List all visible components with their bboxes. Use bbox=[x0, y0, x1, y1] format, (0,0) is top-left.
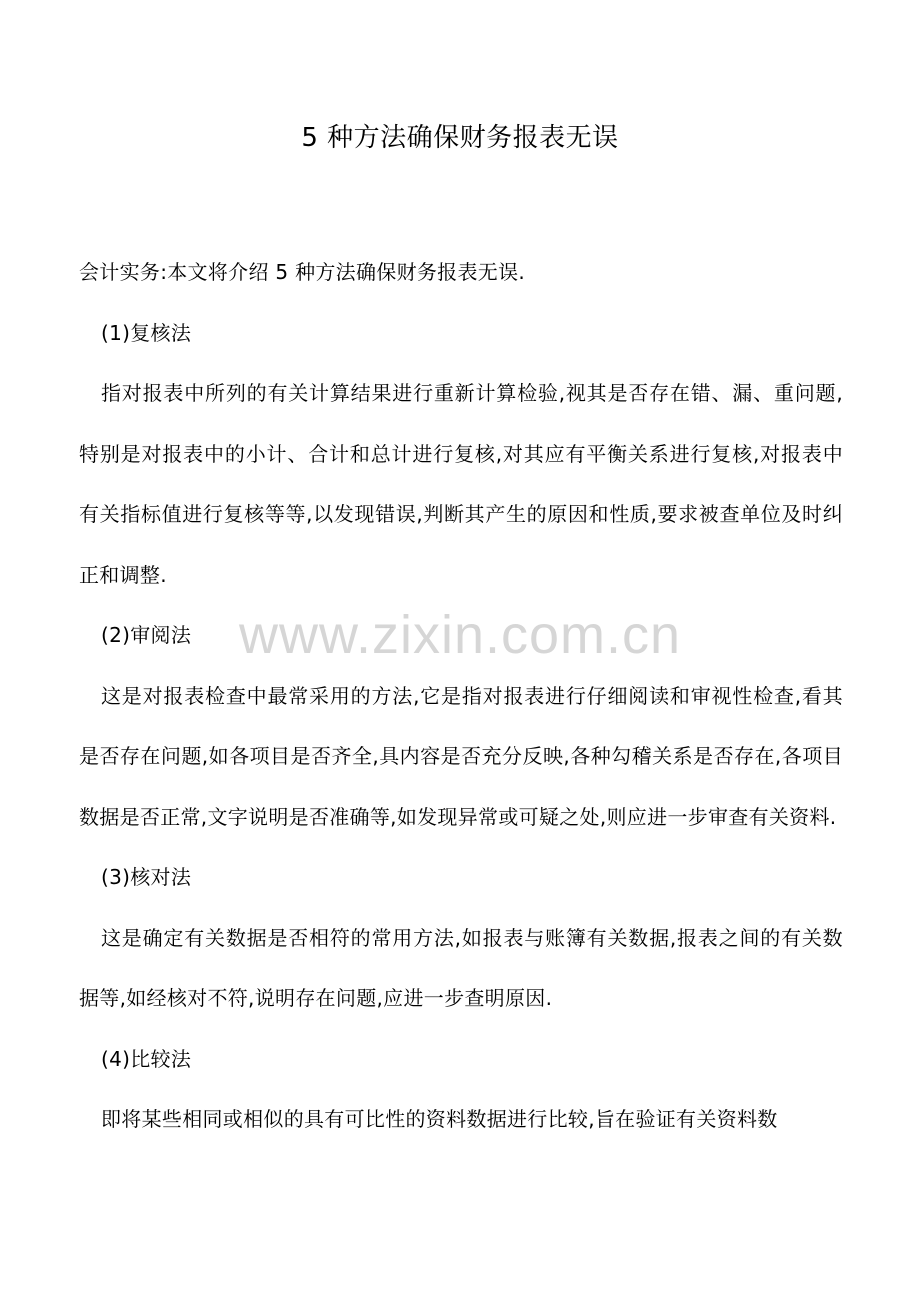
section-text-audit: 这是对报表检查中最常采用的方法,它是指对报表进行仔细阅读和审视性检查,看其是否存在问题,如各项目是否齐全,具内容是否充分反映,各种勾稽关系是否存在,各项目数据是否正常,文字说明是否准确等,如发现异常或可疑之处,则应进一步审查有关资料. bbox=[79, 683, 843, 829]
document-title: 5 种方法确保财务报表无误 bbox=[301, 123, 619, 153]
document-body bbox=[79, 242, 843, 1150]
section-heading-review: (1)复核法 bbox=[101, 320, 192, 345]
section-heading-audit: (2)审阅法 bbox=[101, 623, 192, 647]
section-text-compare: 即将某些相同或相似的具有可比性的资料数据进行比较,旨在验证有关资料数 bbox=[101, 1107, 778, 1131]
section-heading-check: (3)核对法 bbox=[101, 865, 192, 889]
section-text-check: 这是确定有关数据是否相符的常用方法,如报表与账簿有关数据,报表之间的有关数据等,如经核对不符,说明存在问题,应进一步查明原因. bbox=[79, 925, 843, 1010]
watermark: www.zixin.com.cn bbox=[238, 605, 682, 665]
intro-paragraph: 会计实务:本文将介绍 5 种方法确保财务报表无误. bbox=[79, 260, 526, 284]
section-text-review: 指对报表中所列的有关计算结果进行重新计算检验,视其是否存在错、漏、重问题,特别是对报表中的小计、合计和总计进行复核,对其应有平衡关系进行复核,对报表中有关指标值进行复核等等,以发现错误,判断其产生的原因和性质,要求被查单位及时纠正和调整. bbox=[79, 381, 843, 587]
section-heading-compare: (4)比较法 bbox=[101, 1046, 192, 1071]
